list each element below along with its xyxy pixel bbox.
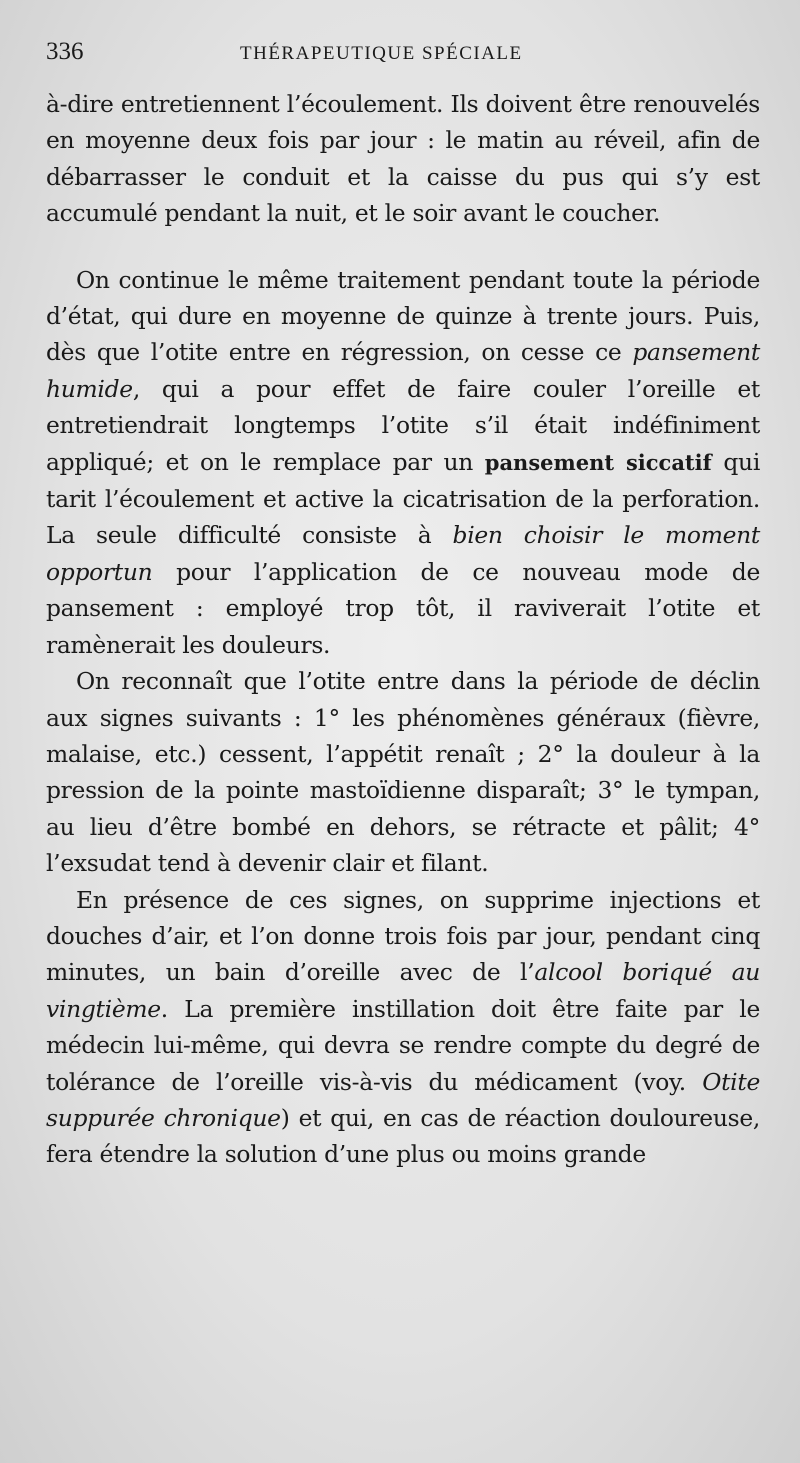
paragraph-1: [46, 86, 760, 232]
paragraph-2-text-3: qui tarit l’écoulement et active la cicatrisation de la perforation. La seule difficulté consiste à: [46, 447, 760, 550]
paragraph-1-text: à-dire entretiennent l’écoulement. Ils doivent être renouvelés en moyenne deux fois par jour : le matin au réveil, afin de débarrasser le conduit et la caisse du pus qui s’y est accumulé pendant la nuit, et le soir avant le coucher.: [46, 90, 760, 228]
emphasis-otite-suppuree: Otite suppurée chronique: [46, 1067, 760, 1132]
bold-pansement-siccatif: pansement siccatif: [484, 449, 712, 475]
page-number: 336: [46, 38, 84, 65]
paragraph-4-text-1: En présence de ces signes, on supprime injections et douches d’air, et l’on donne trois fois par jour, pendant cinq minutes, un bain d’oreille avec de l’: [46, 885, 760, 987]
paragraph-3-text: On reconnaît que l’otite entre dans la période de déclin aux signes suivants : 1° les phénomènes généraux (fièvre, malaise, etc.) cessent, l’appétit renaît ; 2° la douleur à la pression de la pointe mastoïdienne disparaît; 3° le tympan, au lieu d’être bombé en dehors, se rétracte et pâlit; 4° l’exsudat tend à devenir clair et filant.: [46, 667, 760, 878]
running-head: THÉRAPEUTIQUE SPÉCIALE: [240, 43, 523, 64]
body-text: [46, 86, 760, 1173]
page-header: [46, 38, 760, 86]
paragraph-4: [46, 882, 760, 1173]
paragraph-2: [46, 262, 760, 663]
paragraph-4-text-2: . La première instillation doit être faite par le médecin lui-même, qui devra se rendre compte du degré de tolérance de l’oreille vis-à-vis du médicament (voy.: [46, 994, 760, 1096]
paragraph-3: [46, 663, 760, 881]
emphasis-pansement-humide: pansement humide: [46, 338, 760, 403]
paragraph-2-text-2: , qui a pour effet de faire couler l’oreille et entretiendrait longtemps l’otite s’il était indéfiniment appliqué; et on le remplace par un: [46, 374, 760, 476]
paragraph-2-text-1: On continue le même traitement pendant toute la période d’état, qui dure en moyenne de quinze à trente jours. Puis, dès que l’otite entre en régression, on cesse ce: [46, 265, 760, 367]
emphasis-alcool-borique: alcool boriqué au vingtième: [46, 958, 760, 1023]
paragraph-2-text-4: pour l’application de ce nouveau mode de pansement : employé trop tôt, il raviverait l’otite et ramènerait les douleurs.: [46, 557, 760, 659]
emphasis-bien-choisir: bien choisir le moment opportun: [46, 521, 760, 586]
paragraph-4-text-3: ) et qui, en cas de réaction douloureuse, fera étendre la solution d’une plus ou moins grande: [46, 1103, 760, 1169]
